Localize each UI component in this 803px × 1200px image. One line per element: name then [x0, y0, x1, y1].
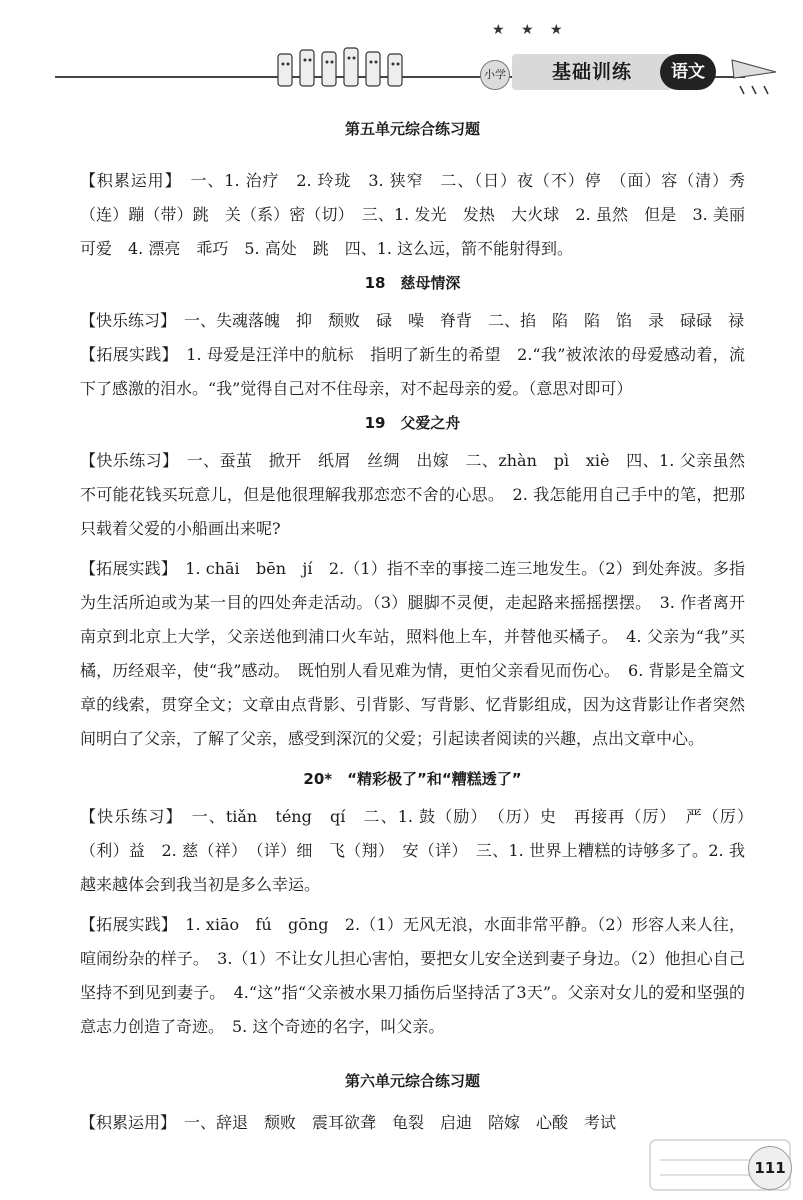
pencil-decoration-icon [272, 44, 412, 94]
page-header [0, 0, 803, 110]
answer-paragraph: 【拓展实践】 1. xiāo fú gōng 2.（1）无风无浪，水面非常平静。（2）形容人来人往，喧闹纷杂的样子。 3.（1）不让女儿担心害怕，要把女儿安全送到妻子身边。（2）他担心自己坚持不到见到妻子。 4.“这”指“父亲被水果刀插伤后坚持活了3天”。父亲对女儿的爱和坚强的意志力创造了奇迹。 5. 这个奇迹的名字，叫父亲。 [80, 915, 745, 1036]
answer-paragraph: 【拓展实践】 1. 母爱是汪洋中的航标 指明了新生的希望 2.“我”被浓浓的母爱感动着，流下了感激的泪水。“我”觉得自己对不住母亲，对不起母亲的爱。（意思对即可） [80, 345, 745, 398]
pennant-decoration-icon [730, 58, 780, 98]
section-title: 20* “精彩极了”和“糟糕透了” [303, 770, 522, 788]
answer-paragraph: 【快乐练习】 一、蚕茧 掀开 纸屑 丝绸 出嫁 二、zhàn pì xiè 四、1. 父亲虽然不可能花钱买玩意儿，但是他很理解我那恋恋不舍的心思。 2. 我怎能用自己手中的笔，把那只载着父爱的小船画出来呢? [80, 451, 745, 538]
brand-title: 基础训练 [512, 54, 672, 90]
section-title: 18 慈母情深 [364, 274, 461, 292]
answer-paragraph: 【积累运用】 一、辞退 颓败 震耳欲聋 龟裂 启迪 陪嫁 心酸 考试 [80, 1113, 617, 1132]
section-title: 第五单元综合练习题 [344, 120, 480, 138]
answer-paragraph: 【积累运用】 一、1. 治疗 2. 玲珑 3. 狭窄 二、（日）夜（不）停 （面）容（清）秀 （连）蹦（带）跳 关（系）密（切） 三、1. 发光 发热 大火球 2. 虽然 但是 3. 美丽可爱 4. 漂亮 乖巧 5. 高处 跳 四、1. 这么远，箭不能射得到。 [80, 171, 762, 258]
brand-subject: 语文 [660, 54, 716, 90]
answer-paragraph: 【快乐练习】 一、失魂落魄 抑 颓败 碌 噪 脊背 二、掐 陷 陷 馅 录 碌碌 禄 [80, 311, 745, 330]
stars-icon: ★ ★ ★ [492, 22, 569, 38]
answer-paragraph: 【拓展实践】 1. chāi bēn jí 2.（1）指不幸的事接二连三地发生。（2）到处奔波。多指为生活所迫或为某一目的四处奔走活动。（3）腿脚不灵便，走起路来摇摇摆摆。 3. 作者离开南京到北京上大学，父亲送他到浦口火车站，照料他上车，并替他买橘子。 4. 父亲为“我”买橘，历经艰辛，使“我”感动。 既怕别人看见难为情，更怕父亲看见而伤心。 6. 背影是全篇文章的线索，贯穿全文；文章由点背影、引背影、写背影、忆背影组成，因为这背影让作者突然间明白了父亲，了解了父亲，感受到深沉的父爱；引起读者阅读的兴趣，点出文章中心。 [80, 559, 745, 748]
brand-banner [480, 52, 730, 94]
section-title: 19 父爱之舟 [364, 414, 461, 432]
answer-paragraph: 【快乐练习】 一、tiǎn téng qí 二、1. 鼓（励） （历）史 再接再（厉） 严（厉） （利）益 2. 慈（祥） （详）细 飞（翔） 安（详） 三、1. 世界上糟糕的诗够多了。2. 我越来越体会到我当初是多么幸运。 [80, 807, 762, 894]
answer-content [80, 112, 762, 1140]
page-number: 111 [748, 1146, 792, 1190]
section-title: 第六单元综合练习题 [344, 1072, 480, 1090]
brand-prefix: 小学 [480, 60, 510, 90]
